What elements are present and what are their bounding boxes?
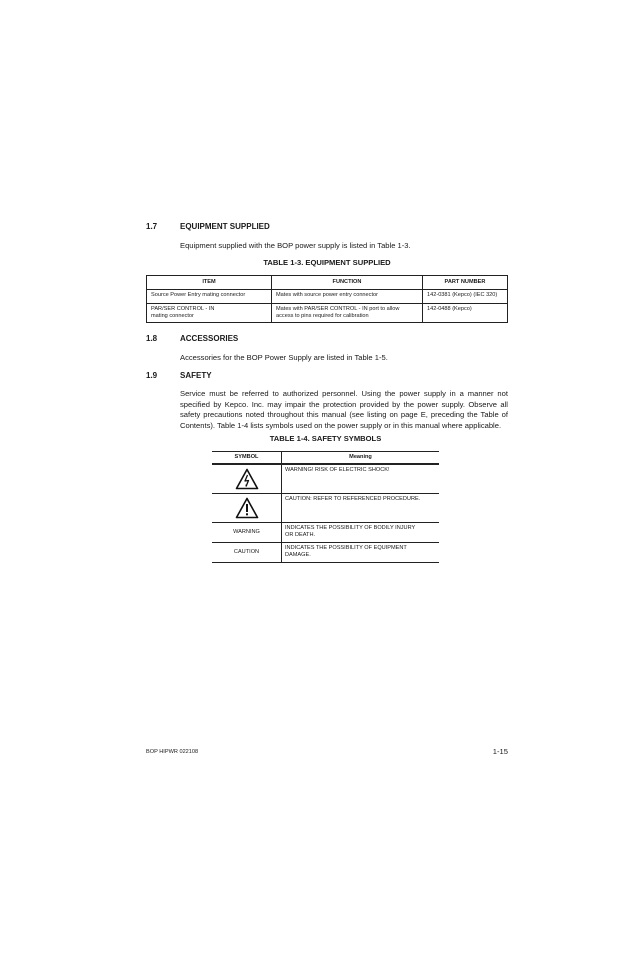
table-header-row [147,276,508,290]
section-1-7-intro: Equipment supplied with the BOP power supply is listed in Table 1-3. [180,241,411,250]
section-1-8-number: 1.8 [146,334,158,343]
safety-symbols-table [212,451,439,563]
table-row [212,543,439,563]
meaning-cell [282,523,440,543]
cell-function-line: access to pins required for calibration [276,313,369,319]
section-1-7-number: 1.7 [146,222,158,231]
symbol-cell [212,464,282,494]
cell-item [147,304,272,323]
symbol-cell [212,494,282,523]
table-row [212,464,439,494]
footer-page-number: 1-15 [492,747,508,756]
meaning-cell [282,543,440,563]
column-header-function: FUNCTION [272,276,423,290]
section-1-9-number: 1.9 [146,371,158,380]
table-header-row [212,452,439,465]
section-1-8-intro: Accessories for the BOP Power Supply are listed in Table 1-5. [180,353,388,362]
meaning-cell: CAUTION: REFER TO REFERENCED PROCEDURE. [282,494,440,523]
section-1-8-title: ACCESSORIES [180,334,239,343]
cell-function: Mates with source power entry connector [272,290,423,304]
cell-part-number: 142-0381 (Kepco) (IEC 320) [423,290,508,304]
meaning-line: DAMAGE. [285,552,311,558]
equipment-supplied-table [146,275,508,323]
table-1-3-caption: TABLE 1-3. EQUIPMENT SUPPLIED [263,258,391,267]
meaning-line: OR DEATH. [285,532,316,538]
electric-shock-warning-icon [235,468,259,490]
cell-item-line: PAR/SER CONTROL - IN [151,306,215,312]
cell-function-line: Mates with PAR/SER CONTROL - IN port to allow [276,306,400,312]
symbol-cell: CAUTION [212,543,282,563]
table-1-4-caption: TABLE 1-4. SAFETY SYMBOLS [269,434,382,443]
table-row [147,290,508,304]
cell-item-line: mating connector [151,313,194,319]
meaning-line: INDICATES THE POSSIBILITY OF BODILY INJURY [285,525,416,531]
section-1-9-body: Service must be referred to authorized personnel. Using the power supply in a manner not specified by Kepco. Inc. may impair the protection provided by the power supply. Observe all safety precautions noted throughout this manual (see listing on page E, preceding the Table of Contents). Table 1-4 lists symbols used on the power supply or in this manual where applicable. [180,389,508,430]
column-header-part-number: PART NUMBER [423,276,508,290]
table-row [212,523,439,543]
column-header-meaning: Meaning [282,452,440,465]
cell-part-number: 142-0488 (Kepco) [427,306,472,312]
meaning-cell: WARNING! RISK OF ELECTRIC SHOCK! [282,464,440,494]
section-1-9-title: SAFETY [180,371,212,380]
cell-item: Source Power Entry mating connector [147,290,272,304]
footer-document-id: BOP HIPWR 022108 [146,749,199,755]
meaning-line: INDICATES THE POSSIBILITY OF EQUIPMENT [285,545,407,551]
table-row [147,304,508,323]
caution-exclamation-icon [235,497,259,519]
column-header-item: ITEM [147,276,272,290]
column-header-symbol: SYMBOL [212,452,282,465]
table-row [212,494,439,523]
symbol-cell: WARNING [212,523,282,543]
section-1-7-title: EQUIPMENT SUPPLIED [180,222,270,231]
cell-function [272,304,423,323]
